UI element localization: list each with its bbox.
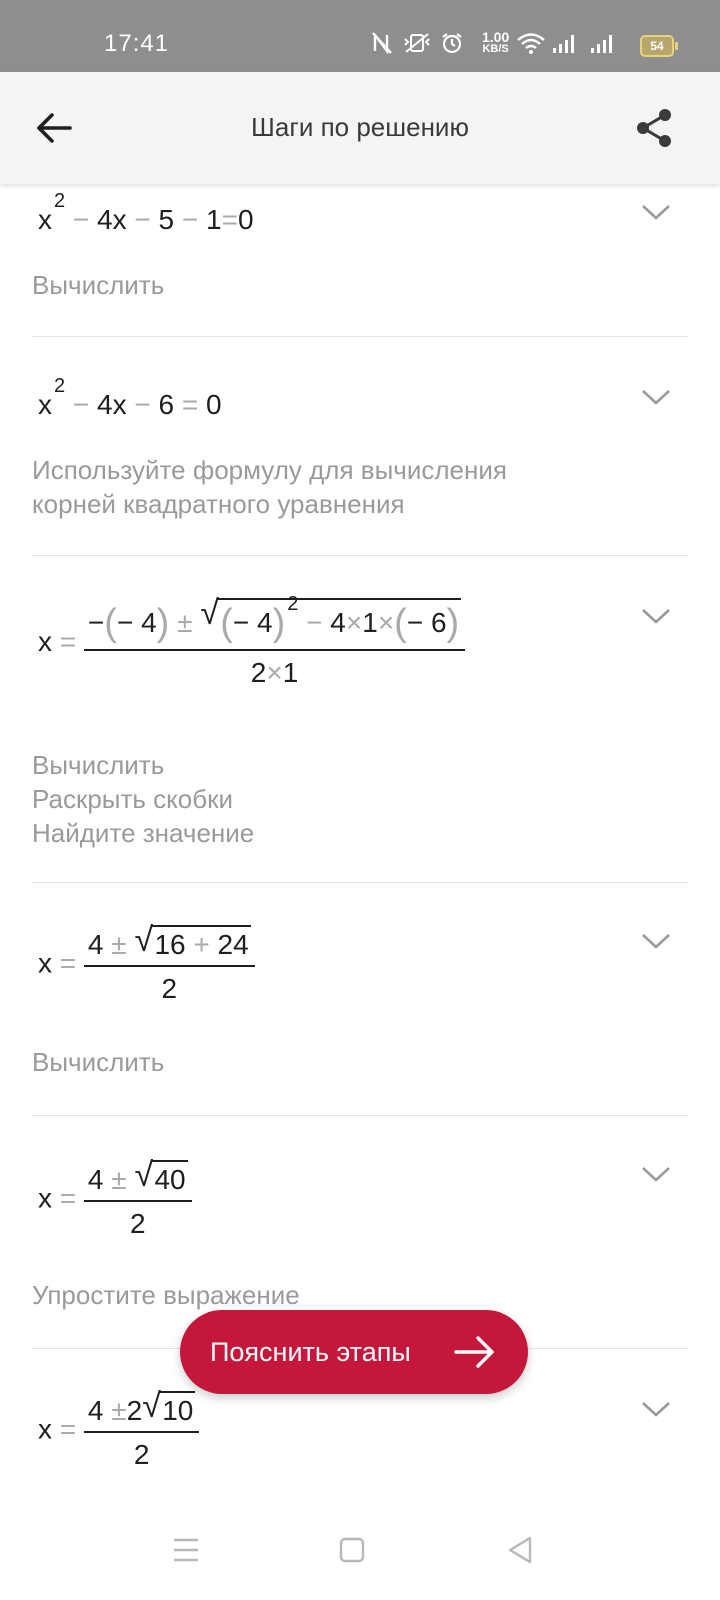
step-description xyxy=(32,453,507,521)
operator: − xyxy=(72,389,90,420)
number: 4 xyxy=(97,389,113,420)
share-icon[interactable] xyxy=(632,106,676,150)
operator: + xyxy=(193,929,210,960)
chevron-down-icon[interactable] xyxy=(640,931,672,951)
system-nav-bar xyxy=(0,1514,720,1600)
operator: ± xyxy=(111,1395,127,1426)
step-expression xyxy=(38,1387,199,1471)
description-line: Найдите значение xyxy=(32,818,255,848)
operator: = xyxy=(59,947,77,979)
operator: − xyxy=(306,607,323,638)
chevron-down-icon[interactable] xyxy=(640,387,672,407)
step-description xyxy=(32,1278,300,1312)
exponent: 2 xyxy=(287,593,299,615)
description-line: Вычислить xyxy=(32,750,165,780)
number: 1 xyxy=(206,204,222,235)
operator: ± xyxy=(111,1164,127,1195)
step-description xyxy=(32,1045,164,1079)
battery-level: 54 xyxy=(650,39,664,53)
operator: − xyxy=(134,389,151,420)
explain-steps-button[interactable] xyxy=(180,1310,528,1394)
square-root: √ 10 xyxy=(142,1387,194,1426)
step-description xyxy=(32,748,254,850)
number: 2 xyxy=(250,657,267,688)
numerator xyxy=(84,921,255,965)
menu-icon[interactable] xyxy=(166,1530,206,1570)
operator: = xyxy=(59,1413,77,1445)
fraction xyxy=(84,593,465,689)
number: 5 xyxy=(158,204,175,235)
operator: × xyxy=(266,657,283,688)
var: x xyxy=(38,1182,52,1214)
step-item[interactable] xyxy=(32,337,688,555)
operator: = xyxy=(59,1182,77,1214)
number: 1 xyxy=(362,607,378,638)
status-time: 17:41 xyxy=(104,30,170,57)
number: 2 xyxy=(133,1439,150,1470)
denominator xyxy=(84,1431,199,1471)
signal-icon xyxy=(590,32,616,54)
var: x xyxy=(38,625,52,657)
description-line: Упростите выражение xyxy=(32,1280,300,1310)
number: − 4 xyxy=(116,607,157,638)
operator: = xyxy=(221,204,238,235)
number: 40 xyxy=(152,1160,187,1196)
vibrate-icon xyxy=(402,32,432,54)
number: − 6 xyxy=(406,607,447,638)
alarm-icon xyxy=(440,32,464,54)
operator: = xyxy=(59,625,77,657)
var: x xyxy=(38,204,52,235)
denominator xyxy=(84,1200,192,1240)
number: 1 xyxy=(282,657,299,688)
operator: − xyxy=(87,607,105,638)
step-expression xyxy=(38,190,254,236)
var: x xyxy=(112,204,127,235)
exponent: 2 xyxy=(54,190,66,212)
page-title: Шаги по решению xyxy=(251,112,469,142)
var: x xyxy=(38,1413,52,1445)
chevron-down-icon[interactable] xyxy=(640,606,672,626)
number: 0 xyxy=(206,389,222,420)
number: 0 xyxy=(237,204,254,235)
number: 2 xyxy=(129,1208,146,1239)
step-item[interactable] xyxy=(32,556,688,882)
app-bar xyxy=(0,72,720,184)
description-line: корней квадратного уравнения xyxy=(32,489,405,519)
step-item[interactable] xyxy=(32,184,688,336)
step-item[interactable] xyxy=(32,883,688,1115)
number: 4 xyxy=(97,204,113,235)
signal-icon xyxy=(552,32,578,54)
chevron-down-icon[interactable] xyxy=(640,202,672,222)
denominator xyxy=(84,649,465,689)
number: 4 xyxy=(330,607,346,638)
back-triangle-icon[interactable] xyxy=(500,1530,540,1570)
var: x xyxy=(38,389,52,420)
fraction xyxy=(84,921,255,1005)
operator: − xyxy=(134,204,151,235)
number: 24 xyxy=(217,929,249,960)
number: 6 xyxy=(158,389,175,420)
step-description xyxy=(32,268,164,302)
chevron-down-icon[interactable] xyxy=(640,1399,672,1419)
operator: = xyxy=(181,389,199,420)
fraction xyxy=(84,1387,199,1471)
chevron-down-icon[interactable] xyxy=(640,1164,672,1184)
wifi-icon xyxy=(516,32,546,54)
numerator xyxy=(84,1156,192,1200)
number: 4 xyxy=(87,1395,104,1426)
description-line: Вычислить xyxy=(32,1047,165,1077)
operator: × xyxy=(345,607,363,638)
operator: × xyxy=(377,607,395,638)
operator: ± xyxy=(111,929,127,960)
nfc-icon xyxy=(372,32,392,54)
number: 16 xyxy=(154,929,186,960)
operator: ± xyxy=(177,607,193,638)
square-root: √ 40 xyxy=(134,1156,186,1195)
network-speed-unit: KB/S xyxy=(482,43,509,55)
step-expression xyxy=(38,1156,192,1240)
var: x xyxy=(112,389,127,420)
network-speed-value: 1.00 xyxy=(482,29,510,45)
number: 2 xyxy=(126,1395,143,1426)
description-line: Вычислить xyxy=(32,270,165,300)
description-line: Раскрыть скобки xyxy=(32,784,234,814)
numerator: −(− 4) ± √ (− 4) $^2$ − 4×1×(− 6) xyxy=(87,593,460,644)
operator: − xyxy=(72,204,90,235)
number: 4 xyxy=(87,929,104,960)
number: − 4 xyxy=(232,607,273,638)
var: x xyxy=(38,947,52,979)
status-bar xyxy=(0,0,720,72)
step-expression xyxy=(38,921,255,1005)
square-root: √ 16 + 24 xyxy=(134,921,249,960)
network-speed xyxy=(482,30,509,55)
square-root: √ (− 4) $^2$ − 4×1×(− 6) xyxy=(200,593,460,644)
explain-steps-label: Пояснить этапы xyxy=(210,1337,411,1367)
denominator xyxy=(84,965,255,1005)
arrow-right-icon xyxy=(454,1334,496,1370)
step-expression xyxy=(38,593,465,689)
number: 4 xyxy=(87,1164,104,1195)
number: 10 xyxy=(160,1391,195,1427)
operator: − xyxy=(181,204,199,235)
exponent: 2 xyxy=(54,375,66,397)
step-expression xyxy=(38,375,222,421)
home-square-icon[interactable] xyxy=(332,1530,372,1570)
numerator xyxy=(84,1387,199,1431)
fraction xyxy=(84,1156,192,1240)
battery-icon xyxy=(640,35,674,57)
number: 2 xyxy=(161,973,178,1004)
description-line: Используйте формулу для вычисления xyxy=(32,455,507,485)
